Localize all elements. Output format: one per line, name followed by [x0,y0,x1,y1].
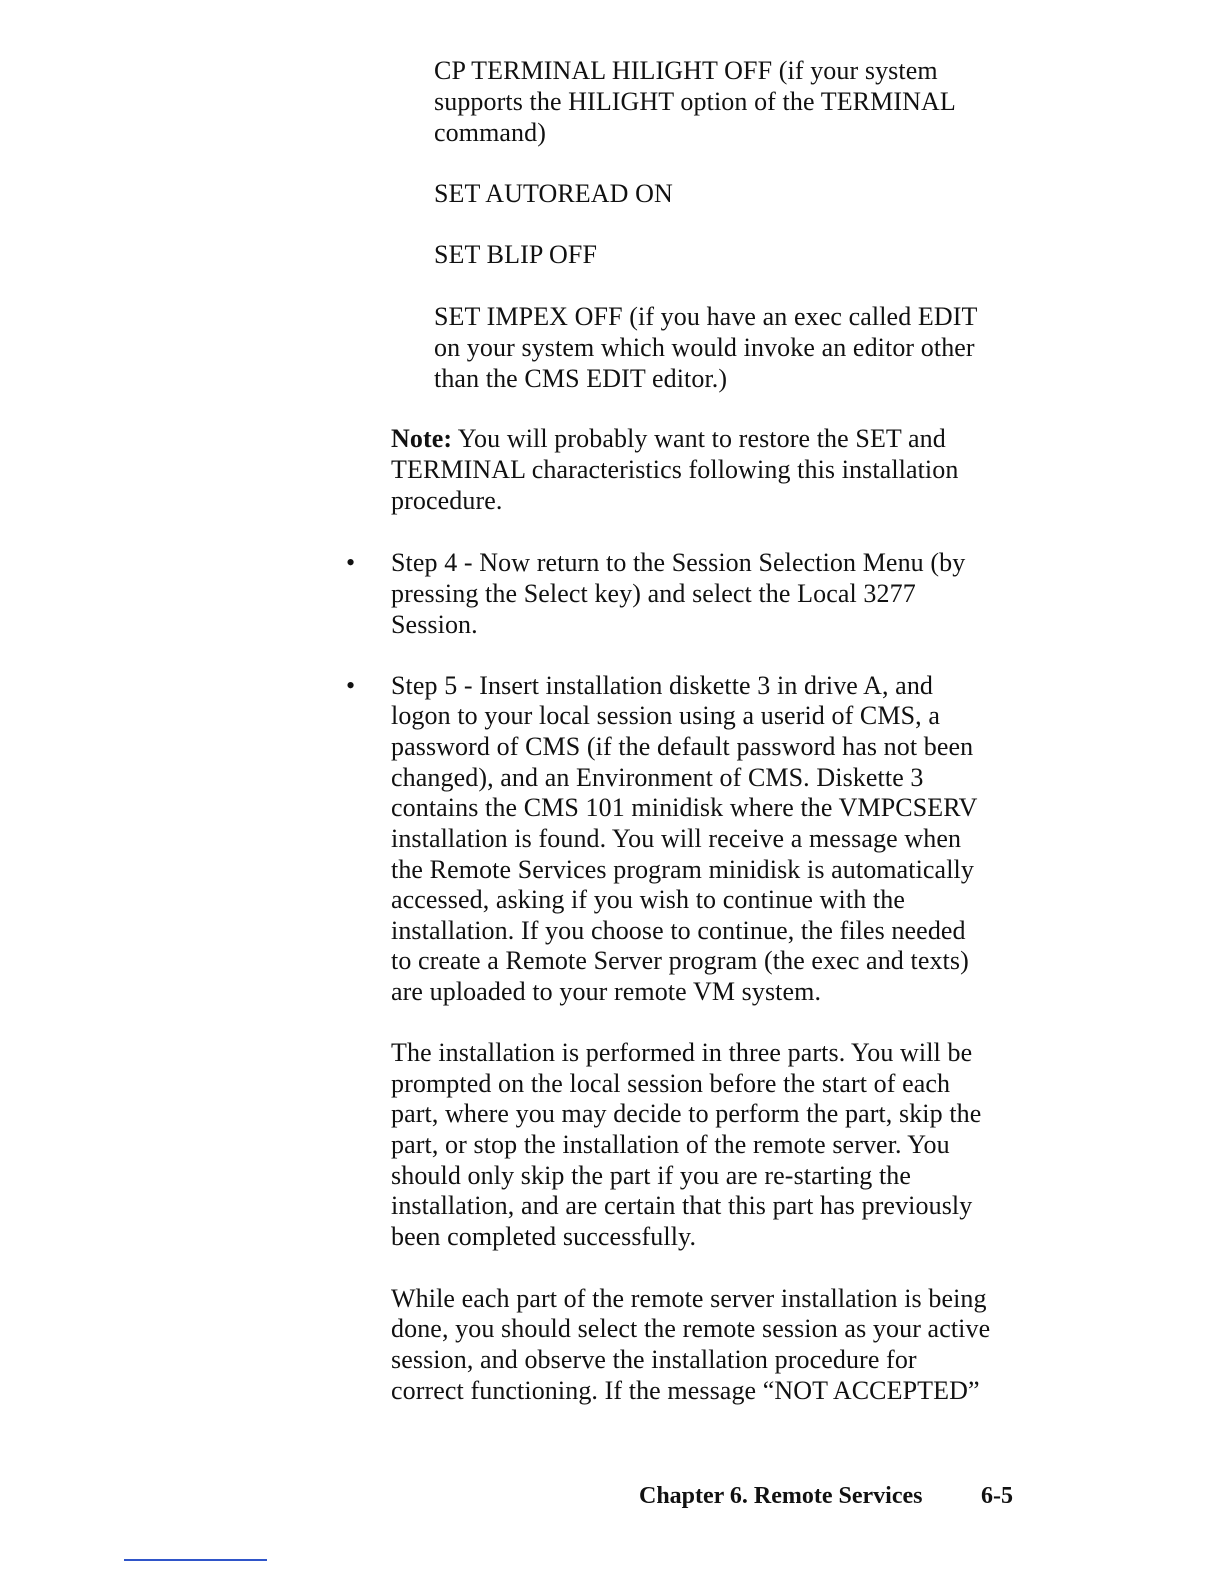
step-5-line-6: installation is found. You will receive a message when [391,824,962,853]
step-5-line-9: installation. If you choose to continue, the files needed [391,916,966,945]
parts-paragraph-line-2: prompted on the local session before the start of each [391,1069,951,1098]
step-4-line-1: Step 4 - Now return to the Session Selection Menu (by [391,548,966,577]
command-set-impex-line-3: than the CMS EDIT editor.) [434,364,728,393]
step-5-line-5: contains the CMS 101 minidisk where the VMPCSERV [391,793,978,822]
footer-chapter-title: Chapter 6. Remote Services [639,1483,923,1509]
step-5-line-4: changed), and an Environment of CMS. Diskette 3 [391,763,924,792]
parts-paragraph-line-4: part, or stop the installation of the remote server. You [391,1130,950,1159]
footer-page-number: 6-5 [981,1483,1013,1509]
step-5-line-10: to create a Remote Server program (the exec and texts) [391,946,969,975]
parts-paragraph-line-1: The installation is performed in three parts. You will be [391,1038,973,1067]
step-5-line-1: Step 5 - Insert installation diskette 3 in drive A, and [391,671,934,700]
observe-paragraph-line-2: done, you should select the remote session as your active [391,1314,991,1343]
step-5-line-2: logon to your local session using a userid of CMS, a [391,701,940,730]
note-text: You will probably want to restore the SET and [452,424,946,453]
observe-paragraph-line-4: correct functioning. If the message “NOT ACCEPTED” [391,1376,980,1405]
step-5-line-11: are uploaded to your remote VM system. [391,977,822,1006]
command-set-impex-line-1: SET IMPEX OFF (if you have an exec called EDIT [434,302,978,331]
command-terminal-hilight-line-2: supports the HILIGHT option of the TERMINAL [434,87,956,116]
step-5-line-7: the Remote Services program minidisk is automatically [391,855,974,884]
observe-paragraph-line-3: session, and observe the installation procedure for [391,1345,917,1374]
step-5-line-8: accessed, asking if you wish to continue with the [391,885,905,914]
command-set-autoread: SET AUTOREAD ON [434,179,673,208]
parts-paragraph-line-5: should only skip the part if you are re-starting the [391,1161,912,1190]
note-line-3: procedure. [391,486,503,515]
footer-rule-line [124,1559,267,1561]
note-line-1 [391,423,946,454]
command-set-impex-line-2: on your system which would invoke an editor other [434,333,975,362]
command-set-blip: SET BLIP OFF [434,240,598,269]
command-terminal-hilight-line-1: CP TERMINAL HILIGHT OFF (if your system [434,56,938,85]
note-label: Note: [391,424,453,453]
step-4-bullet: • [346,548,356,577]
step-5-line-3: password of CMS (if the default password has not been [391,732,974,761]
parts-paragraph-line-6: installation, and are certain that this part has previously [391,1191,973,1220]
step-4-line-3: Session. [391,610,478,639]
observe-paragraph-line-1: While each part of the remote server installation is being [391,1284,987,1313]
step-4-line-2: pressing the Select key) and select the Local 3277 [391,579,916,608]
step-5-bullet: • [346,671,356,700]
command-terminal-hilight-line-3: command) [434,118,546,147]
parts-paragraph-line-7: been completed successfully. [391,1222,697,1251]
parts-paragraph-line-3: part, where you may decide to perform the part, skip the [391,1099,982,1128]
note-line-2: TERMINAL characteristics following this installation [391,455,959,484]
